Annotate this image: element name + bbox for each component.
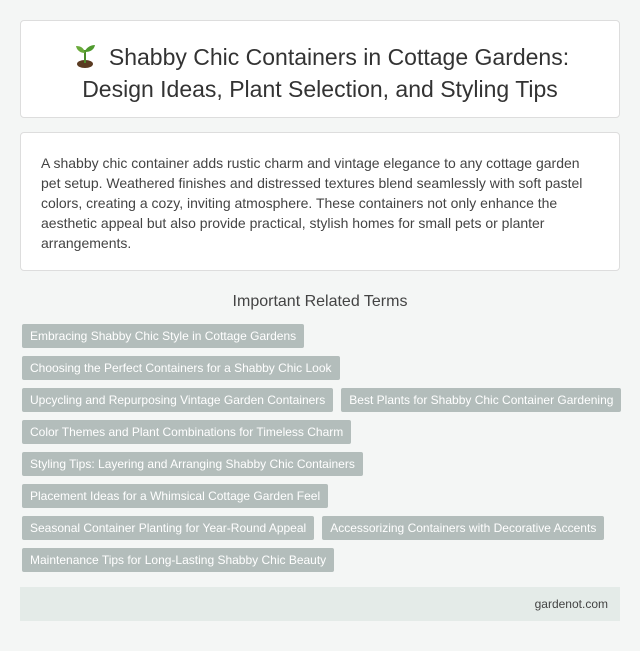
tag-row [22, 356, 622, 388]
intro-card [20, 132, 620, 271]
related-term-tag[interactable]: Embracing Shabby Chic Style in Cottage Gardens [22, 324, 304, 348]
tag-row [22, 548, 622, 580]
page-title [37, 41, 603, 105]
related-term-tag[interactable]: Upcycling and Repurposing Vintage Garden Containers [22, 388, 333, 412]
seedling-icon [71, 42, 99, 68]
related-term-tag[interactable]: Maintenance Tips for Long-Lasting Shabby Chic Beauty [22, 548, 334, 572]
title-text: Shabby Chic Containers in Cottage Gardens: Design Ideas, Plant Selection, and Styling Tips [82, 44, 570, 102]
tag-row [22, 516, 622, 548]
related-term-tag[interactable]: Seasonal Container Planting for Year-Round Appeal [22, 516, 314, 540]
related-term-tag[interactable]: Accessorizing Containers with Decorative Accents [322, 516, 604, 540]
title-card [20, 20, 620, 118]
related-term-tag[interactable]: Choosing the Perfect Containers for a Shabby Chic Look [22, 356, 340, 380]
tag-row [22, 484, 622, 516]
footer-site[interactable]: gardenot.com [534, 597, 608, 611]
related-terms-list [22, 324, 622, 580]
intro-paragraph: A shabby chic container adds rustic charm and vintage elegance to any cottage garden pet setup. Weathered finishes and distressed textures blend seamlessly with soft pastel colors, creating a cozy, inviting atmosphere. These containers not only enhance the aesthetic appeal but also provide practical, stylish homes for small pets or planter arrangements. [41, 155, 583, 251]
related-term-tag[interactable]: Placement Ideas for a Whimsical Cottage Garden Feel [22, 484, 328, 508]
related-term-tag[interactable]: Color Themes and Plant Combinations for Timeless Charm [22, 420, 351, 444]
related-term-tag[interactable]: Styling Tips: Layering and Arranging Shabby Chic Containers [22, 452, 363, 476]
tag-row [22, 420, 622, 452]
tag-row [22, 324, 622, 356]
tag-row [22, 388, 622, 420]
tag-row [22, 452, 622, 484]
related-terms-heading: Important Related Terms [232, 293, 408, 310]
related-term-tag[interactable]: Best Plants for Shabby Chic Container Gardening [341, 388, 621, 412]
footer [20, 587, 620, 621]
